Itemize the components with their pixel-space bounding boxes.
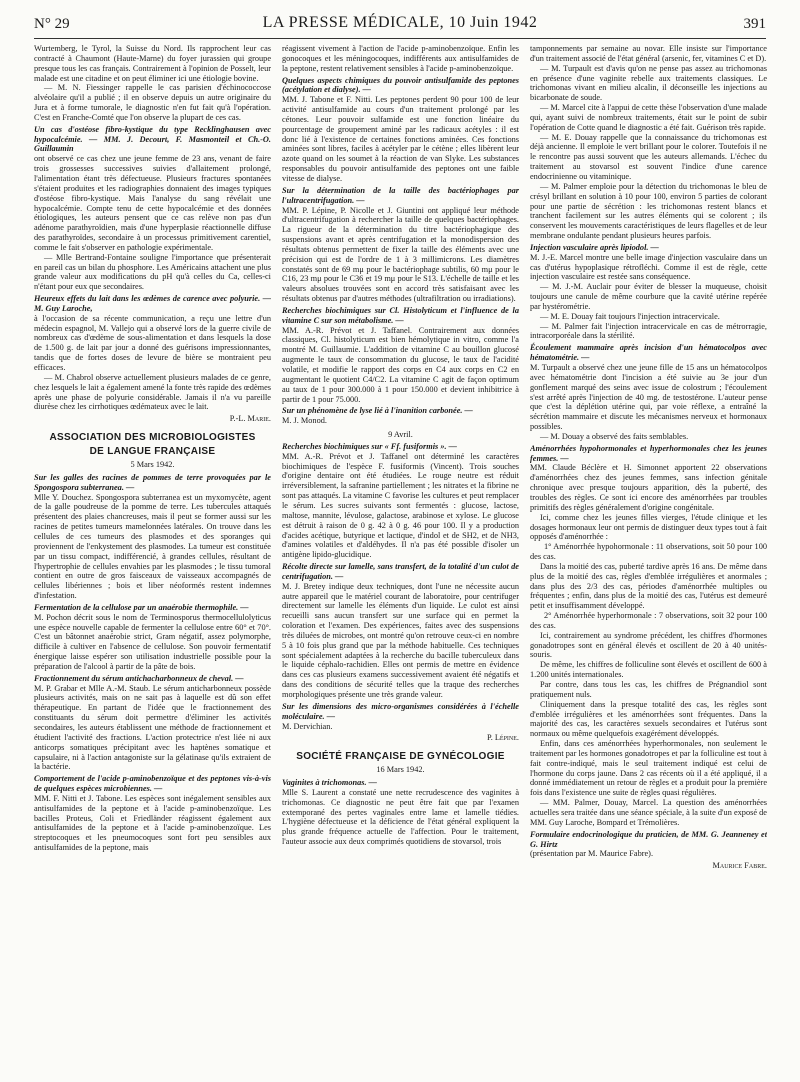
- paragraph: — M. Marcel cite à l'appui de cette thèse l'observation d'une malade qui, ayant suivi de nombreux traitements, était sur le point de subir l'opération de Cotte quand le diagnostic a été fait. Guérison très rapide.: [530, 103, 767, 132]
- paragraph: — M. Turpault est d'avis qu'on ne pense pas assez au trichomonas en présence d'une vaginite rebelle aux traitements classiques. Le trichomonas vivant en milieu alcalin, il déconseille les injections au bicarbonate de soude.: [530, 63, 767, 103]
- paragraph: Dans la moitié des cas, puberté tardive après 16 ans. De même dans plus de la moitié des cas, règles d'emblée irrégulières et anormales ; dans plus des 2/3 des cas, périodes d'aménorrhée multiples ou fréquentes ; enfin, dans plus de la moitié des cas, l'utérus est demeuré petit et insuffisamment développé.: [530, 561, 767, 611]
- paragraph: — M. E. Douay fait toujours l'injection intracervicale.: [540, 311, 720, 321]
- paragraph: Mlle S. Laurent a constaté une nette recrudescence des vaginites à trichomonas. Ce diagnostic ne peut être fait que par l'examen extemporané des pertes vaginales entre lame et lamelle tiédies. L'hygiène défectueuse et la déficience de l'état général expliquent la plus grande fréquence actuelle de l'affection. Pour le traitement, l'auteur associe aux deux comprimés quotidiens de stovarsol, trois: [282, 787, 519, 847]
- article-heading: Comportement de l'acide p-aminobenzoïque et des peptones vis-à-vis de quelques espèces microbiennes. —: [34, 774, 271, 794]
- paragraph: à l'occasion de sa récente communication, a reçu une lettre d'un médecin espagnol, M. Vallejo qui a observé lors de la guerre civile de nombreux cas d'œdème de sous-alimentation et dans lesquels la dose de 1.500 g. de lait par jour a donné des guérisons impressionnantes, tandis que de fortes doses de levure de bière se montraient peu efficaces.: [34, 313, 271, 372]
- column-1: [34, 44, 271, 1074]
- article-heading: Recherches biochimiques sur « Ff. fusiformis ». —: [282, 441, 457, 451]
- paragraph: MM. P. Lépine, P. Nicolle et J. Giuntini ont appliqué leur méthode d'ultracentrifugation à rechercher la taille de quelques bactériophages. La rigueur de la détermination du titre bactériophagique des suspensions avant et après centrifugation et la monodispersion des résultats obtenus permettent de fixer la taille des éléments avec une précision qui est de l'ordre de 1 à 3 millimicrons. Les diamètres constatés sont de 69 mμ pour le bactériophage subtilis, 60 mμ pour le C16, 23 mμ pour le C36 et 19 mμ pour le S13. L'échelle de taille et les valeurs absolues trouvées sont en accord très satisfaisant avec les résultats obtenus par d'autres méthodes (ultrafiltration ou irradiations).: [282, 205, 519, 304]
- article-heading: Heureux effets du lait dans les œdèmes de carence avec polyurie. — M. Guy Laroche,: [34, 294, 271, 313]
- paragraph: M. Pochon décrit sous le nom de Terminosporus thermocellulolyticus une espèce nouvelle capable de fermenter la cellulose entre 60° et 70°. C'est un bâtonnet anaérobie strict, Gram négatif, assez polymorphe, difficile à cultiver en l'absence de cellulose. Son pouvoir fermentatif énergique laisse espérer son utilisation industrielle possible pour la préparation de l'alcool à partir de la pâte de bois.: [34, 612, 271, 671]
- paragraph: Wurtemberg, le Tyrol, la Suisse du Nord. Ils rapprochent leur cas contracté à Chaumont (Haute-Marne) du foyer jurassien qui groupe presque tous les cas français. Contrairement à l'opinion de Posselt, leur malade est une citadine et on peut éliminer ici une étiologie bovine.: [34, 44, 271, 83]
- paragraph: — M. Douay a observé des faits semblables.: [540, 431, 689, 441]
- signature: Maurice Fabre.: [712, 861, 767, 871]
- issue-number: N° 29: [34, 16, 70, 32]
- paragraph: — M. Chabrol observe actuellement plusieurs malades de ce genre, chez lesquels le lait a également amené la fonte très rapide des œdèmes après une phase de polyurie considérable. Jamais il n'a vu pareille diurèse chez les cirrhotiques œdémateux avec le lait.: [34, 372, 271, 412]
- page-header: [34, 10, 766, 36]
- article-heading: Formulaire endocrinologique du praticien, de MM. G. Jeanneney et G. Hirtz: [530, 829, 767, 849]
- article-heading: Aménorrhées hypohormonales et hyperhormonales chez les jeunes femmes. —: [530, 443, 767, 463]
- article-heading: Sur les galles des racines de pommes de terre provoquées par le Spongospora subterranea. —: [34, 472, 271, 492]
- section-title: ASSOCIATION DES MICROBIOLOGISTES: [49, 432, 256, 444]
- paragraph: ont observé ce cas chez une jeune femme de 23 ans, venant de faire trois grossesses successives suivies d'allaitement prolongé, l'alimentation étant très défectueuse. Plusieurs fractures spontanées s'étaient produites et les radiographies donnaient des images typiques d'ostéose fibro-kystique. Mais l'analyse du sang révélait une hypocalcémie. Compte tenu de cette hypocalcémie et des données étiologiques, les auteurs pensent que ce cas relève non pas d'un adénome parathyroïdien, mais d'une hyperplasie réactionnelle diffuse des parathyroïdes, secondaire à un processus primitivement carentiel, comme le fait s'observer en pathologie expérimentale.: [34, 154, 271, 252]
- paragraph: Ici, comme chez les jeunes filles vierges, l'étude clinique et les dosages hormonaux leur ont permis de distinguer deux types tout à fait opposés d'aménorrhée :: [530, 512, 767, 542]
- paragraph: M. J. Bretey indique deux techniques, dont l'une ne nécessite aucun autre appareil que le matériel courant de laboratoire, pour centrifuger directement sur lamelle les éléments d'un liquide. Le culot est ainsi recueilli sans aucun transfert sur une surface qui en permet la coloration et l'examen. Des expériences, faites avec des suspensions très diluées de microbes, ont montré qu'on retrouve ceux-ci en nombre 5 à 10 fois plus grand que par la méthode habituelle. Ces techniques sont spécialement adaptées à la recherche du bacille tuberculeux dans le liquide céphalo-rachidien. Elles ont permis de mettre en évidence dans ces cas plusieurs examens successivement avaient été négatifs et dans des conditions de sécurité telles que la traque des recherches morphologiques présente une très grande valeur.: [282, 581, 519, 699]
- list-item: 1° Aménorrhée hypohormonale : 11 observations, soit 50 pour 100 des cas.: [530, 542, 767, 562]
- page-number: 391: [743, 16, 766, 32]
- signature: P.-L. Marie.: [229, 414, 271, 424]
- paragraph: Cliniquement dans la presque totalité des cas, les règles sont d'emblée irrégulières et les aménorrhées sont fréquentes. Dans la majorité des cas, les caractères sexuels secondaires et l'utérus sont normaux ou même quelquefois exagérément développés.: [530, 699, 767, 739]
- paragraph: tamponnements par semaine au novar. Elle insiste sur l'importance d'un traitement associé de l'état général (arsenic, fer, vitamines C et D).: [530, 44, 767, 63]
- session-date: 16 Mars 1942.: [376, 765, 425, 775]
- paragraph: (présentation par M. Maurice Fabre).: [530, 849, 654, 859]
- paragraph: — Mlle Bertrand-Fontaine souligne l'importance que présenterait en pareil cas un bilan du phosphore. Les Américains attachent une plus grande valeur aux modifications du pH qu'à celles du Ca, celles-ci n'étant pour eux que secondaires.: [34, 252, 271, 292]
- paragraph: Ici, contrairement au syndrome précédent, les chiffres d'hormones gonadotropes sont en général élevés et oscillent de 20 à 40 unités-souris.: [530, 630, 767, 660]
- paragraph: M. Dervichian.: [282, 721, 333, 731]
- paragraph: M. J. Monod.: [282, 416, 327, 426]
- paragraph: M. Turpault a observé chez une jeune fille de 15 ans un hématocolpos avec hématométrie dont l'incision a été suivie au 3e jour d'un gonflement marqué des seins avec issue de colostrum ; l'écoulement s'est arrêté après l'injection de 40 mg. de testostérone. L'auteur pense que c'est la déplétion utérine qui, par voie réflexe, a entraîné la sécrétion mammaire et discute les mécanismes nerveux et hormonaux possibles.: [530, 363, 767, 432]
- paragraph: MM. J. Tabone et F. Nitti. Les peptones perdent 90 pour 100 de leur activité antisulfamide au cours d'un traitement prolongé par les cétones. Leur pouvoir sulfamide est une fonction linéaire du pourcentage de groupement aminé par les radicaux acétyles : il est donc lié à l'existence de certaines fonctions aminées. Ces fonctions aminées sont libres, faciles à acétyler par le cétène ; elles libèrent leur azote quand on les soumet à la réaction de van Slyke. Les substances responsables du pouvoir antisulfamide des peptones ont une faible vitesse de dialyse.: [282, 95, 519, 183]
- article-heading: Sur les dimensions des micro-organismes considérées à l'échelle moléculaire. —: [282, 701, 519, 721]
- paragraph: MM. Claude Béclère et H. Simonnet apportent 22 observations d'aménorrhées chez des jeunes femmes, sans infection génitale chronique avec presque toujours apparition, dès la puberté, des troubles des règles. Ce sont ici encore des aménorrhées par troubles primitifs des règles généralement d'origine congénitale.: [530, 463, 767, 512]
- paragraph: De même, les chiffres de folliculine sont élevés et oscillent de 600 à 1.200 unités internationales.: [530, 660, 767, 680]
- article-heading: Sur la détermination de la taille des bactériophages par l'ultracentrifugation. —: [282, 185, 519, 205]
- column-2: [282, 44, 519, 1074]
- signature: P. Lépine.: [487, 733, 519, 743]
- article-heading: Injection vasculaire après lipiodol. —: [530, 242, 659, 252]
- article-heading: Récolte directe sur lamelle, sans transfert, de la totalité d'un culot de centrifugation. —: [282, 562, 519, 581]
- list-item: 2° Aménorrhée hyperhormonale : 7 observations, soit 32 pour 100 des cas.: [530, 611, 767, 630]
- session-date: 9 Avril.: [388, 430, 413, 440]
- paragraph: MM. A.-R. Prévot et J. Taffanel ont déterminé les caractères biochimiques de l'espèce F. fusiformis (Vincent). Trois souches d'origine dentaire ont été étudiées. Le rouge neutre est réduit irréversiblement, la safranine partiellement ; les nitrates et la fibrine ne sont pas attaqués. La vitamine C favorise les cultures et peut remplacer le sérum. Les sucres suivants sont fermentés : glucose, lactose, maltose, mannite, lévulose, galactose, arabinose et xylose. Le glucose est détruit à raison de 0 g. 42 à 0 g. 46 pour 100. Il y a production d'acides acétique, butyrique et lactique, d'indol et de SH2, et de NH3, d'amines volatiles et d'aldéhydes. Il n'a pas été possible d'isoler un antigène lipido-glucidique.: [282, 451, 519, 560]
- paragraph: Par contre, dans tous les cas, les chiffres de Prégnandiol sont pratiquement nuls.: [530, 680, 767, 699]
- paragraph: MM. A.-R. Prévot et J. Taffanel. Contrairement aux données classiques, Cl. histolyticum est bien hémolytique in vitro, comme l'a montré M. Guillaumie. L'addition de vitamine C au bouillon glucosé augmente le taux de consommation du glucose, le taux de l'acidité volatile, et modifie le rapport des corps en C4 aux corps en C2 en augmentant le quotient C4/C2. La vitamine C agit de façon optimum au taux de 1 pour 300.000 à 1 pour 150.000 et devient inhibitrice à partir de 1 pour 75.000.: [282, 325, 519, 404]
- paragraph: — MM. Palmer, Douay, Marcel. La question des aménorrhées actuelles sera traitée dans une séance spéciale, à la suite d'un exposé de MM. Guy Laroche, Bompard et Trémolières.: [530, 798, 767, 827]
- article-heading: Un cas d'ostéose fibro-kystique du type Recklinghausen avec hypocalcémie. — MM. J. Decourt, F. Masmonteil et Ch.-O. Guillaumin: [34, 124, 271, 154]
- header-rule: [34, 38, 766, 39]
- paragraph: Enfin, dans ces aménorrhées hyperhormonales, non seulement le traitement par les hormones gonadotropes et par la folliculine est tout à fait contre-indiqué, mais le seul traitement indiqué est celui de l'hormone du corps jaune. Dans 2 cas récents où il a été appliqué, il a donné immédiatement un retour de règles et a produit pour la première fois dans l'existence une suite de règles quasi régulières.: [530, 739, 767, 798]
- paragraph: MM. F. Nitti et J. Tabone. Les espèces sont inégalement sensibles aux antisulfamides de la peptone et à l'acide p-aminobenzoïque. Les bacilles Proteus, Coli et Friedländer réagissent également aux antisulfamides de la peptone et à l'acide p-aminobenzoïque. Les streptocoques et les pneumocoques sont fort peu sensibles aux antisulfamides de la peptone, mais: [34, 793, 271, 853]
- section-title: DE LANGUE FRANÇAISE: [89, 446, 216, 458]
- paragraph: — M. Palmer fait l'injection intracervicale en cas de métrorragie, intracorporéale dans la stérilité.: [530, 321, 767, 341]
- article-heading: Sur un phénomène de lyse lié à l'inanition carbonée. —: [282, 406, 473, 416]
- article-heading: Vaginites à trichomonas. —: [282, 778, 377, 788]
- article-heading: Écoulement mammaire après incision d'un hématocolpos avec hématométrie. —: [530, 343, 767, 363]
- paragraph: M. P. Grabar et Mlle A.-M. Staub. Le sérum anticharbonneux possède plusieurs activités, mais on ne sait pas à laquelle est dû son effet thérapeutique. En partant de l'idée que le fractionnement des constituants du sérum doit permettre d'éliminer les activités secondaires, les auteurs établissent une méthode de fractionnement et étudient l'activité des fractions. L'action protectrice n'est liée ni aux anticorps somatiques précipitant avec les haptènes somatique et capsulaire, ni à l'action antagoniste sur la gélatinase qu'ils extraient de la bactérie.: [34, 683, 271, 772]
- paragraph: réagissent vivement à l'action de l'acide p-aminobenzoïque. Enfin les gonocoques et les méningocoques, indifférents aux antisulfamides de la peptone, restent relativement sensibles à l'acide p-aminobenzoïque.: [282, 44, 519, 73]
- article-heading: Fermentation de la cellulose par un anaérobie thermophile. —: [34, 602, 249, 612]
- paragraph: Mlle Y. Douchez. Spongospora subterranea est un myxomycète, agent de la galle poudreuse de la pomme de terre. Les tubercules attaqués présentent des plaies chancreuses, mais il peut se former aussi sur les racines de petites tumeurs mamelonnées latérales. On trouve dans les cellules de ces tumeurs des plasmodes et des sporanges qui proviennent de l'enkystement des plasmodes. La tumeur est constituée par un tissu compact, indifférencié, à grandes cellules, résultant de l'hypertrophie de cellules envahies par les plasmodes ; le tissu tumoral contient en outre de gros faisceaux de vaisseaux accompagnés de cellules libériennes ; bois et liber néoformés restent indemnes d'infestation.: [34, 492, 271, 601]
- paragraph: — M. E. Douay rappelle que la connaissance du trichomonas est déjà ancienne. Il emploie le vert brillant pour le colorer. Toutefois il ne le rencontre pas aussi souvent que les auteurs allemands. L'échec du traitement au stovarsol est souvent l'indice d'une carence endocrinienne ou vitaminique.: [530, 132, 767, 181]
- session-date: 5 Mars 1942.: [130, 460, 175, 470]
- section-title: SOCIÉTÉ FRANÇAISE DE GYNÉCOLOGIE: [296, 751, 505, 763]
- paragraph: — M. N. Fiessinger rappelle le cas parisien d'échinococcose alvéolaire qu'il a publié ; il en observe depuis un autre originaire du Jura et à forme tumorale, le diagnostic n'en fut fait qu'à l'opération. C'est en Franche-Comté que l'on observe la plupart de ces cas.: [34, 83, 271, 122]
- article-heading: Recherches biochimiques sur Cl. Histolyticum et l'influence de la vitamine C sur son métabolisme. —: [282, 305, 519, 325]
- article-heading: Quelques aspects chimiques du pouvoir antisulfamide des peptones (acétylation et dialyse). —: [282, 75, 519, 95]
- paragraph: — M. J.-M. Auclair pour éviter de blesser la muqueuse, choisit toujours une canule de même courbure que la cavité utérine repérée par hystérométrie.: [530, 282, 767, 311]
- paragraph: — M. Palmer emploie pour la détection du trichomonas le bleu de crésyl brillant en solution à 10 pour 100, environ 5 parties de colorant pour une partie de sécrétion : les trichomonas restent blancs et tranchent facilement sur les autres éléments qui se colorent ; ils conservent les mouvements caractéristiques de leurs flagelles et de leur membrane ondulante pendant plusieurs heures parfois.: [530, 181, 767, 241]
- article-heading: Fractionnement du sérum antichacharbonneux de cheval. —: [34, 673, 244, 683]
- paragraph: M. J.-E. Marcel montre une belle image d'injection vasculaire dans un cas d'utérus hypoplasique rétrofléchi. Comme il est de règle, cette injection vasculaire est restée sans conséquence.: [530, 252, 767, 282]
- column-3: [530, 44, 767, 1074]
- journal-title: LA PRESSE MÉDICALE, 10 Juin 1942: [262, 14, 538, 31]
